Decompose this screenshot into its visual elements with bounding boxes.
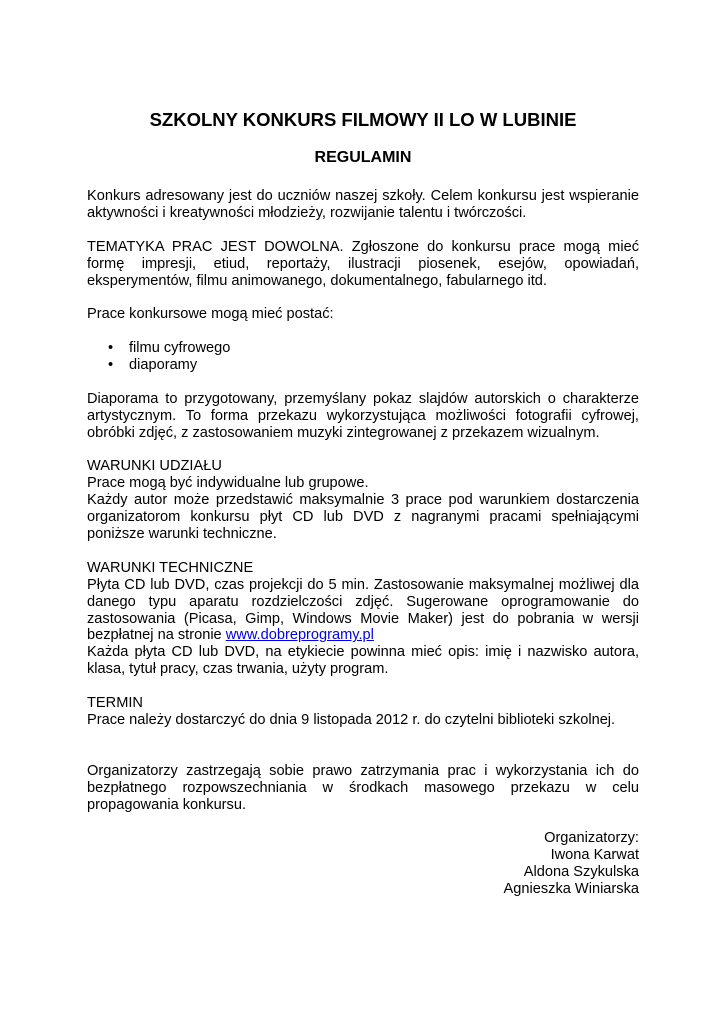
intro-paragraph: Konkurs adresowany jest do uczniów naszej szkoły. Celem konkursu jest wspieranie aktywności i kreatywności młodzieży, rozwijanie talentu i twórczości. <box>87 188 639 221</box>
technical-heading: WARUNKI TECHNICZNE <box>87 559 254 576</box>
forms-list <box>87 340 639 374</box>
forms-intro: Prace konkursowe mogą mieć postać: <box>87 306 334 323</box>
download-link[interactable]: www.dobreprogramy.pl <box>225 627 374 644</box>
organizer-name: Agnieszka Winiarska <box>503 881 639 898</box>
diaporama-paragraph: Diaporama to przygotowany, przemyślany pokaz slajdów autorskich o charakterze artystycznym. To forma przekazu wykorzystująca możliwości fotografii cyfrowej, obróbki zdjęć, z zastosowaniem muzyki zintegrowanej z przekazem wizualnym. <box>87 390 639 441</box>
signature-label: Organizatorzy: <box>544 830 639 847</box>
conditions-paragraph: Każdy autor może przedstawić maksymalnie 3 prace pod warunkiem dostarczenia organizatorom konkursu płyt CD lub DVD z nagranymi pracami spełniającymi poniższe warunki techniczne. <box>87 492 639 543</box>
reservation-paragraph: Organizatorzy zastrzegają sobie prawo zatrzymania prac i wykorzystania ich do bezpłatnego rozpowszechniania w środkach masowego przekazu w celu propagowania konkursu. <box>87 762 639 813</box>
conditions-line: Prace mogą być indywidualne lub grupowe. <box>87 475 369 492</box>
bullet-icon: • <box>108 357 114 374</box>
list-item: • diaporamy <box>108 357 198 374</box>
organizer-name: Aldona Szykulska <box>523 864 639 881</box>
document-subtitle: REGULAMIN <box>314 149 412 166</box>
signature-block <box>87 830 639 898</box>
organizer-name: Iwona Karwat <box>550 847 639 864</box>
technical-paragraph: Płyta CD lub DVD, czas projekcji do 5 min. Zastosowanie maksymalnej możliwej dla danego typu aparatu rozdzielczości zdjęć. Sugerowane oprogramowanie do zastosowania (Picasa, Gimp, Windows Movie Maker) jest do pobrania w wersji bezpłatnej na stronie www.dobreprogramy.pl <box>87 576 639 644</box>
theme-paragraph: TEMATYKA PRAC JEST DOWOLNA. Zgłoszone do konkursu prace mogą mieć formę impresji, etiud, reportaży, ilustracji piosenek, esejów, opowiadań, eksperymentów, filmu animowanego, dokumentalnego, fabularnego itd. <box>87 238 639 289</box>
list-item: • filmu cyfrowego <box>108 340 231 357</box>
deadline-heading: TERMIN <box>87 695 143 712</box>
conditions-heading: WARUNKI UDZIAŁU <box>87 458 222 475</box>
deadline-paragraph: Prace należy dostarczyć do dnia 9 listopada 2012 r. do czytelni biblioteki szkolnej. <box>87 711 616 728</box>
bullet-icon: • <box>108 340 114 357</box>
label-paragraph: Każda płyta CD lub DVD, na etykiecie powinna mieć opis: imię i nazwisko autora, klasa, tytuł pracy, czas trwania, użyty program. <box>87 644 639 678</box>
document-body <box>87 188 639 898</box>
document-title: SZKOLNY KONKURS FILMOWY II LO W LUBINIE <box>149 109 577 130</box>
